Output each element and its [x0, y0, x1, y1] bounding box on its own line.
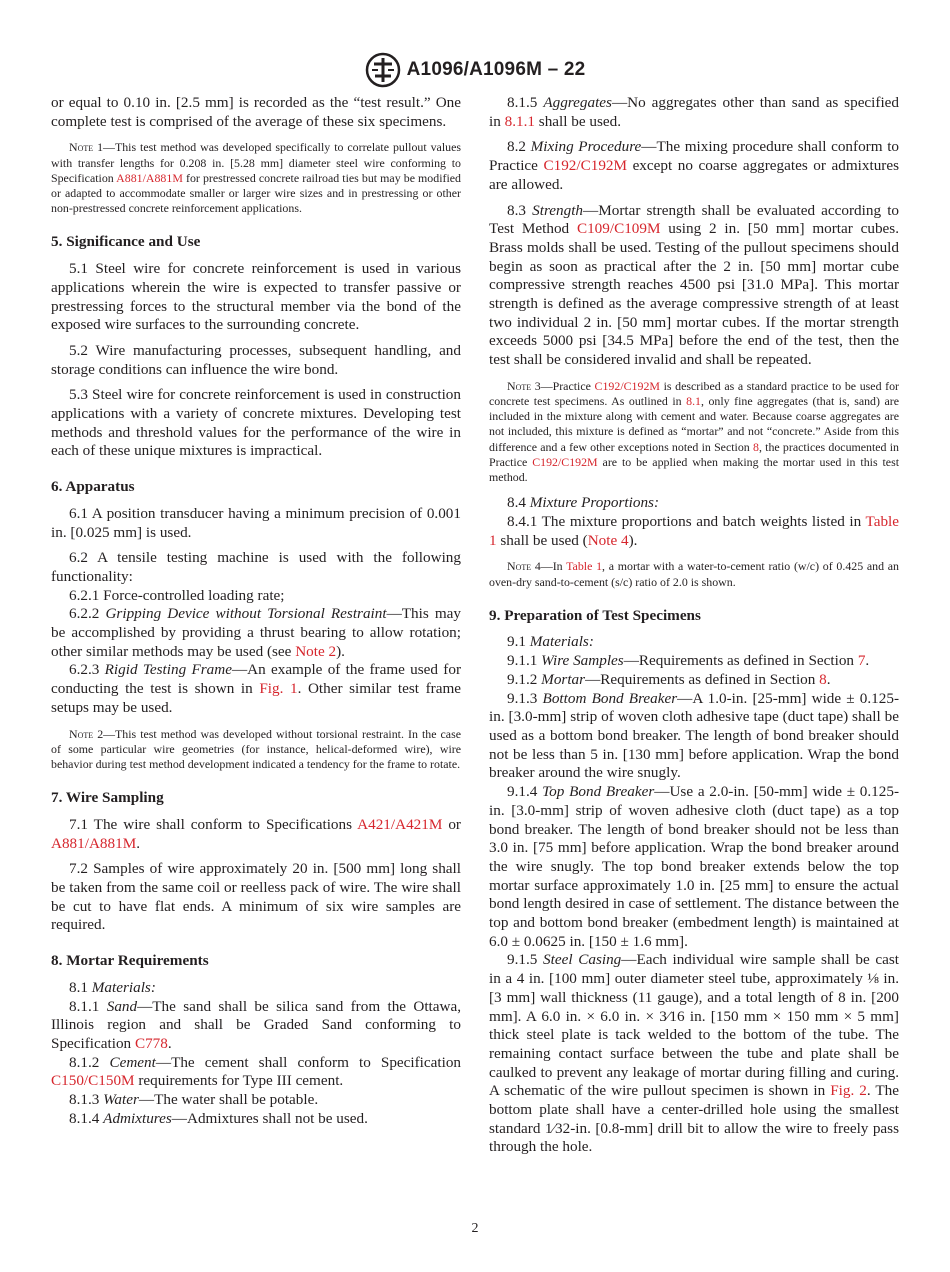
paragraph-9-1-3: 9.1.3 Bottom Bond Breaker—A 1.0-in. [25-mm] wide ± 0.125-in. [3.0-mm] strip of woven cloth adhesive tape (duct tape) shall be used as a bottom bond breaker. The length of bond breaker should not be less than 5 in. [130 mm] before application. Wrap the bond breaker around the wire snugly.	[489, 689, 900, 782]
paragraph-8-1: 8.1 Materials:	[69, 978, 156, 996]
paragraph-9-1-2: 9.1.2 Mortar—Requirements as defined in Section 8.	[507, 670, 831, 688]
link-note-2[interactable]: Note 2	[295, 642, 337, 660]
link-8-1[interactable]: 8.1	[686, 394, 701, 409]
page-header	[0, 52, 950, 93]
document-designation: A1096/A1096M – 22	[406, 59, 586, 80]
section-5-heading: 5. Significance and Use	[51, 233, 201, 251]
section-7-heading: 7. Wire Sampling	[51, 789, 164, 807]
link-note-4[interactable]: Note 4	[587, 531, 629, 549]
link-a421[interactable]: A421/A421M	[357, 815, 443, 833]
link-c150[interactable]: C150/C150M	[51, 1072, 135, 1090]
section-6-heading: 6. Apparatus	[51, 478, 135, 496]
link-section-7[interactable]: 7	[857, 652, 866, 670]
paragraph-6-2-2: 6.2.2 Gripping Device without Torsional Restraint—This may be accomplished by providing a thrust bearing to allow rotation; other similar methods may be used (see Note 2).	[51, 605, 461, 660]
paragraph-8-1-4: 8.1.4 Admixtures—Admixtures shall not be used.	[69, 1109, 368, 1127]
paragraph-5-2: 5.2 Wire manufacturing processes, subsequent handling, and storage conditions can influence the wire bond.	[51, 341, 461, 378]
paragraph-7-1: 7.1 The wire shall conform to Specifications A421/A421M or A881/A881M.	[51, 815, 461, 852]
paragraph-9-1-5: 9.1.5 Steel Casing—Each individual wire sample shall be cast in a 4 in. [100 mm] outer diameter steel tube, approximately ⅛ in. [3 mm] wall thickness (11 gauge), and a total length of 8 in. [200 mm]. A 6.0 in. × 6.0 in. × 3⁄16 in. [150 mm × 150 mm × 5 mm] thick steel plate is tack welded to the bottom of the tube. The remaining contact surface between the tube and plate shall be caulked to prevent any leakage of mortar during filling and curing. A schematic of the wire pullout specimen is shown in Fig. 2. The bottom plate shall have a center-drilled hole using the smallest standard 1⁄32-in. [0.8-mm] drill bit to allow the wire to freely pass through the hole.	[489, 951, 900, 1156]
paragraph-6-2-1: 6.2.1 Force-controlled loading rate;	[69, 586, 285, 604]
paragraph-8-3: 8.3 Strength—Mortar strength shall be evaluated according to Test Method C109/C109M using 2 in. [50 mm] mortar cubes. Brass molds shall be used. Testing of the pullout specimens should begin as soon as practical after the 2 in. [50 mm] mortar cube compressive strength reaches 4500 psi [31.0 MPa]. This mortar strength is defined as the average compressive strength of at least two individual 2 in. [50 mm] mortar cubes. If the mortar strength exceeds 5000 psi [34.5 MPa] before the end of the test, then the test shall be considered invalid and shall be repeated.	[489, 201, 900, 369]
paragraph-6-1: 6.1 A position transducer having a minimum precision of 0.001 in. [0.025 mm] is used.	[51, 504, 461, 541]
note-3: Note 3—Practice C192/C192M is described as a standard practice to be used for concrete test specimens. As outlined in 8.1, only fine aggregates (that is, sand) are included in the mixture along with cement and water. Because coarse aggregates are not included, this mixture is defined as “mortar” and not “concrete.” Aside from this difference and a few other exceptions noted in Section 8, the practices documented in Practice C192/C192M are to be applied when making the mortar used in this test method.	[489, 378, 900, 485]
link-c192[interactable]: C192/C192M	[543, 157, 628, 175]
paragraph-6-2-3: 6.2.3 Rigid Testing Frame—An example of the frame used for conducting the test is shown in Fig. 1. Other similar test frame setups may be used.	[51, 661, 462, 716]
link-fig-1[interactable]: Fig. 1	[259, 680, 298, 698]
link-c192[interactable]: C192/C192M	[594, 378, 660, 393]
link-a881[interactable]: A881/A881M	[116, 170, 183, 185]
paragraph-9-1-4: 9.1.4 Top Bond Breaker—Use a 2.0-in. [50-mm] wide ± 0.125-in. [3.0-mm] strip of woven adhesive cloth (duct tape) as a top bond breaker. The length of bond breaker should not be less than 3.0 in. [75 mm] before application. Wrap the bond breaker around the wire snugly. The top bond breaker extends below the top mortar surface approximately 1.0 in. [25 mm] to ensure the actual bond length desired in case of settlement. The distance between the top and bottom bond breaker (embedment length) is maintained at 6.0 ± 0.0625 in. [150 ± 1.6 mm].	[489, 783, 899, 950]
paragraph-9-1-1: 9.1.1 Wire Samples—Requirements as defined in Section 7.	[507, 652, 870, 670]
link-table-1[interactable]: Table 1	[566, 559, 603, 574]
note-4: Note 4—In Table 1, a mortar with a water-to-cement ratio (w/c) of 0.425 and an oven-dry sand-to-cement (s/c) ratio of 2.0 is shown.	[489, 559, 900, 589]
link-table-1[interactable]: Table 1	[489, 512, 899, 549]
paragraph-9-1: 9.1 Materials:	[507, 633, 594, 651]
link-section-8[interactable]: 8	[752, 439, 759, 454]
paragraph-8-4-1: 8.4.1 The mixture proportions and batch weights listed in Table 1 shall be used (Note 4).	[489, 512, 899, 549]
section-9-heading: 9. Preparation of Test Specimens	[489, 606, 701, 624]
link-c192[interactable]: C192/C192M	[532, 454, 598, 469]
astm-logo-icon	[365, 52, 401, 88]
paragraph-8-2: 8.2 Mixing Procedure—The mixing procedure shall conform to Practice C192/C192M except no coarse aggregates or admixtures are allowed.	[489, 138, 900, 193]
link-c109[interactable]: C109/C109M	[576, 220, 661, 238]
link-a881[interactable]: A881/A881M	[51, 834, 137, 852]
paragraph-8-4: 8.4 Mixture Proportions:	[507, 494, 660, 512]
link-c778[interactable]: C778	[134, 1034, 168, 1052]
paragraph-5-3: 5.3 Steel wire for concrete reinforcement is used in construction applications with a variety of concrete mixtures. Developing test methods and threshold values for the performance of the wire in each of these unique mixtures is impractical.	[51, 386, 461, 460]
link-8-1-1[interactable]: 8.1.1	[504, 112, 535, 130]
paragraph-8-1-1: 8.1.1 Sand—The sand shall be silica sand from the Ottawa, Illinois region and shall be Graded Sand conforming to Specification C778.	[51, 997, 462, 1052]
note-1: Note 1—This test method was developed specifically to correlate pullout values with transfer lengths for 0.208 in. [5.28 mm] diameter steel wire conforming to Specification A881/A881M for prestressed concrete railroad ties but may be modified or adapted to accommodate smaller or larger wire sizes and in prestressing or other non-prestressed concrete reinforcement applications.	[51, 140, 461, 216]
link-section-8[interactable]: 8	[819, 670, 827, 688]
page-number: 2	[471, 1221, 479, 1236]
paragraph-continued: or equal to 0.10 in. [2.5 mm] is recorded as the “test result.” One complete test is comprised of the average of these six specimens.	[51, 94, 461, 130]
note-2: Note 2—This test method was developed without torsional restraint. In the case of some particular wire geometries (for instance, helical-deformed wire), wire behavior during test method development indicated a tendency for the frame to rotate.	[51, 726, 461, 771]
right-column	[489, 94, 899, 1157]
section-8-heading: 8. Mortar Requirements	[51, 952, 209, 970]
paragraph-5-1: 5.1 Steel wire for concrete reinforcement is used in various applications wherein the wire is expected to transfer passive or prestressing forces to the structural member via the bond of the exposed wire surfaces to the surrounding concrete.	[51, 260, 461, 334]
paragraph-7-2: 7.2 Samples of wire approximately 20 in. [500 mm] long shall be taken from the same coil or reelless pack of wire. The wire shall be cut to have flat ends. A minimum of six wire samples are required.	[51, 860, 461, 934]
paragraph-6-2: 6.2 A tensile testing machine is used with the following functionality:	[51, 549, 461, 585]
paragraph-8-1-3: 8.1.3 Water—The water shall be potable.	[69, 1091, 319, 1109]
paragraph-8-1-2: 8.1.2 Cement—The cement shall conform to Specification C150/C150M requirements for Type III cement.	[51, 1053, 462, 1090]
left-column	[51, 94, 461, 1128]
paragraph-8-1-5: 8.1.5 Aggregates—No aggregates other than sand as specified in 8.1.1 shall be used.	[489, 94, 900, 130]
link-fig-2[interactable]: Fig. 2	[830, 1082, 867, 1100]
